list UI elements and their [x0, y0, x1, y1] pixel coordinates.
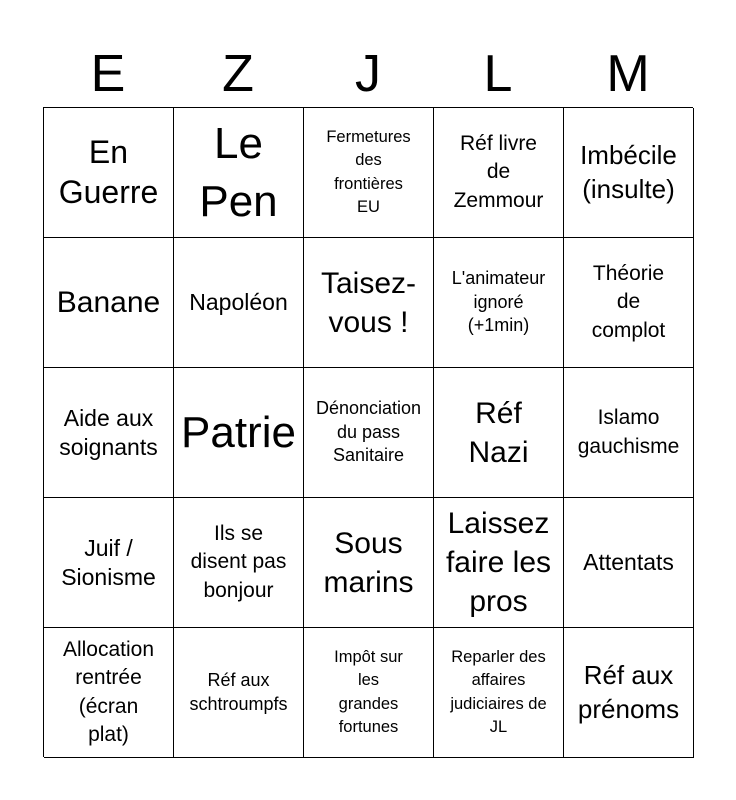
- bingo-cell-r2-c4[interactable]: [564, 368, 694, 498]
- cell-text: Réf aux prénoms: [577, 659, 680, 724]
- header-letter-l: L: [483, 45, 513, 103]
- header-letter-e: E: [90, 45, 126, 103]
- bingo-cell-r3-c0[interactable]: [44, 498, 174, 628]
- bingo-header: [43, 40, 693, 108]
- bingo-cell-r4-c2[interactable]: [304, 628, 434, 758]
- cell-text: Impôt sur les grandes fortunes: [334, 648, 403, 736]
- bingo-cell-r1-c3[interactable]: [434, 238, 564, 368]
- bingo-cell-r2-c3[interactable]: [434, 368, 564, 498]
- bingo-cell-r0-c3[interactable]: [434, 108, 564, 238]
- bingo-board: [43, 107, 693, 757]
- cell-text: Islamo gauchisme: [577, 406, 680, 458]
- bingo-cell-r2-c1[interactable]: [174, 368, 304, 498]
- cell-text: Réf aux schtroumpfs: [189, 670, 288, 714]
- cell-text: Théorie de complot: [591, 261, 666, 342]
- cell-text: Attentats: [583, 549, 674, 576]
- header-letter-m: M: [606, 45, 650, 103]
- bingo-cell-r2-c0[interactable]: [44, 368, 174, 498]
- bingo-cell-r0-c2[interactable]: [304, 108, 434, 238]
- bingo-cell-r1-c1[interactable]: [174, 238, 304, 368]
- cell-text: Laissez faire les pros: [445, 507, 552, 618]
- cell-text: Reparler des affaires judiciaires de JL: [450, 648, 547, 736]
- cell-text: Allocation rentrée (écran plat): [62, 637, 155, 746]
- cell-text: Aide aux soignants: [59, 404, 158, 460]
- bingo-cell-r4-c4[interactable]: [564, 628, 694, 758]
- bingo-cell-r4-c0[interactable]: [44, 628, 174, 758]
- bingo-cell-r3-c4[interactable]: [564, 498, 694, 628]
- cell-text: Dénonciation du pass Sanitaire: [315, 398, 422, 466]
- bingo-cell-r1-c4[interactable]: [564, 238, 694, 368]
- header-letter-z: Z: [222, 45, 254, 103]
- cell-text: Le Pen: [199, 119, 278, 226]
- bingo-cell-r4-c1[interactable]: [174, 628, 304, 758]
- bingo-cell-r4-c3[interactable]: [434, 628, 564, 758]
- cell-text: Ils se disent pas bonjour: [190, 521, 287, 602]
- bingo-cell-r3-c1[interactable]: [174, 498, 304, 628]
- cell-text: Sous marins: [323, 526, 414, 599]
- bingo-cell-r3-c2[interactable]: [304, 498, 434, 628]
- cell-text: Juif / Sionisme: [61, 534, 156, 590]
- bingo-cell-r1-c0[interactable]: [44, 238, 174, 368]
- bingo-cell-r0-c0[interactable]: [44, 108, 174, 238]
- cell-text: Banane: [56, 286, 161, 319]
- cell-text: Réf livre de Zemmour: [453, 131, 544, 212]
- bingo-cell-r1-c2[interactable]: [304, 238, 434, 368]
- cell-text: Imbécile (insulte): [580, 139, 677, 204]
- cell-text: Napoléon: [189, 289, 288, 316]
- cell-text: Fermetures des frontières EU: [326, 128, 411, 216]
- cell-text: En Guerre: [58, 134, 159, 210]
- cell-text: Réf Nazi: [468, 396, 529, 469]
- cell-text: Patrie: [181, 407, 296, 457]
- bingo-cell-r2-c2[interactable]: [304, 368, 434, 498]
- bingo-cell-r0-c4[interactable]: [564, 108, 694, 238]
- cell-text: Taisez- vous !: [320, 266, 417, 339]
- cell-text: L'animateur ignoré (+1min): [451, 268, 546, 336]
- bingo-cell-r3-c3[interactable]: [434, 498, 564, 628]
- header-letter-j: J: [355, 45, 381, 103]
- bingo-cell-r0-c1[interactable]: [174, 108, 304, 238]
